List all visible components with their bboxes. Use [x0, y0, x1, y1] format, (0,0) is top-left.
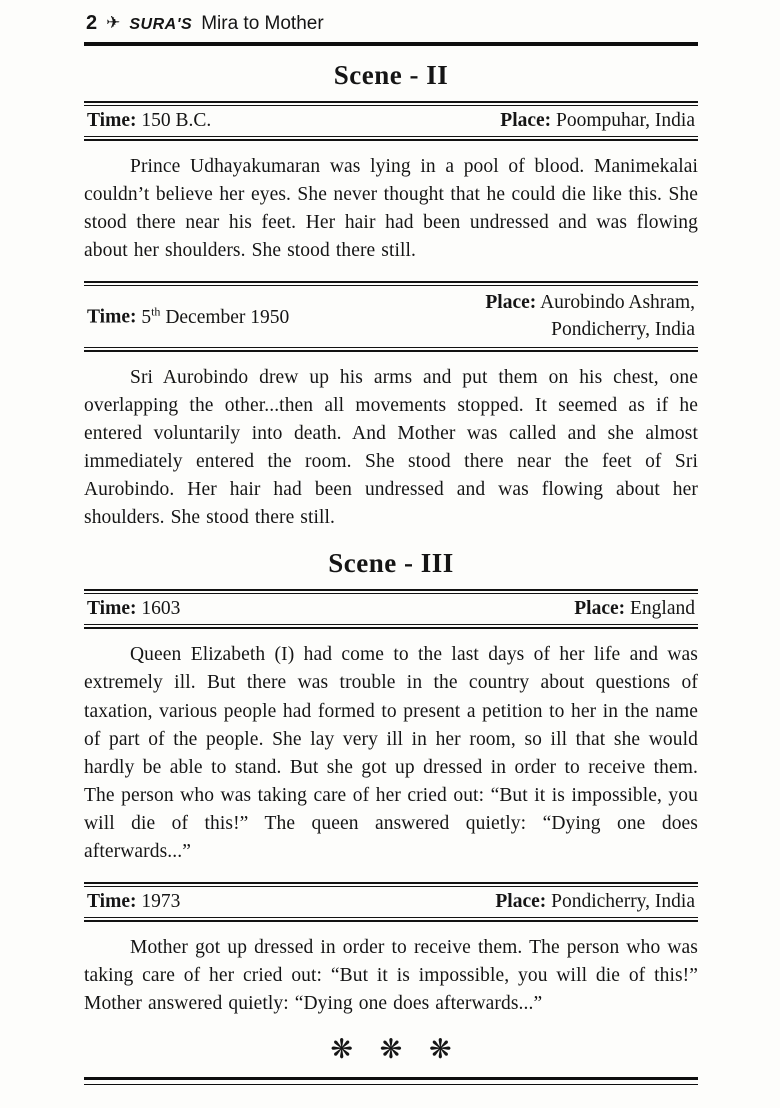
place-label: Place:: [485, 292, 537, 314]
scene-2-heading: Scene - II: [333, 60, 449, 90]
page-number: 2: [86, 12, 98, 34]
scene-2-paragraph-2: Sri Aurobindo drew up his arms and put them on his chest, one overlapping the other...then all movements stopped. It seemed as if he entered voluntarily into death. And Mother was called and she almost immediately entered the room. She stood there near the feet of Sri Aurobindo. Her hair had been undressed and was flowing about her shoulders. She stood there still.: [84, 366, 698, 529]
time-place-row: [84, 105, 698, 137]
time-place-row: [84, 886, 698, 918]
place-label: Place:: [495, 891, 547, 913]
place-value: Pondicherry, India: [551, 891, 695, 913]
book-title: Mira to Mother: [201, 13, 324, 34]
place-cell: [485, 290, 695, 343]
bottom-rule: [84, 1077, 698, 1085]
time-value: 1603: [141, 598, 181, 620]
scene-2-time-place-bar-2: [84, 281, 698, 352]
scene-3-paragraph-2: Mother got up dressed in order to receive them. The person who was taking care of her cried out: “But it is impossible, you will die of this!” Mother answered quietly: “Dying one does afterwards...”: [84, 937, 698, 1015]
publisher-logo: SURA'S: [129, 16, 193, 33]
time-cell: [87, 891, 180, 913]
time-cell: [87, 304, 289, 329]
time-label: Time:: [87, 598, 137, 620]
section-end-ornament: ❋ ❋ ❋: [330, 1034, 462, 1065]
time-value: 1973: [141, 891, 181, 913]
place-value-line1: Aurobindo Ashram,: [540, 292, 695, 314]
place-cell: [500, 110, 695, 132]
time-place-row: [84, 593, 698, 625]
time-label: Time:: [87, 306, 137, 328]
time-value: 150 B.C.: [141, 110, 212, 131]
scene-2-paragraph-1: Prince Udhayakumaran was lying in a pool of blood. Manimekalai couldn’t believe her eyes. She never thought that he could die like this. She stood there near his feet. Her hair had been undressed and was flowing about her shoulders. She stood there still.: [84, 156, 698, 262]
place-value: Poompuhar, India: [556, 110, 695, 131]
scene-3-time-place-bar-2: [84, 882, 698, 922]
page-header: [84, 10, 698, 46]
scene-3-paragraph-1: Queen Elizabeth (I) had come to the last days of her life and was extremely ill. But there was trouble in the country about questions of taxation, various people had formed to present a petition to her in the name of part of the people. She lay very ill in her room, so ill that she would hardly be able to stand. But she got up dressed in order to receive them. The person who was taking care of her cried out: “But it is impossible, you will die of this!” The queen answered quietly: “Dying one does afterwards...”: [84, 644, 698, 862]
time-label: Time:: [87, 891, 137, 913]
time-label: Time:: [87, 110, 137, 131]
plane-icon: ✈: [106, 13, 121, 32]
place-cell: [574, 598, 695, 620]
time-cell: [87, 598, 180, 620]
ordinal-superscript: th: [151, 304, 161, 319]
place-cell: [495, 891, 695, 913]
scene-3-heading: Scene - III: [328, 548, 454, 579]
time-value: 5th December 1950: [141, 304, 290, 328]
time-place-row: [84, 285, 698, 348]
place-label: Place:: [574, 598, 626, 620]
place-value-line2: Pondicherry, India: [551, 318, 695, 340]
scene-2-time-place-bar-1: [84, 101, 698, 141]
place-value: England: [630, 598, 695, 620]
time-cell: [87, 110, 211, 132]
place-label: Place:: [500, 110, 552, 131]
scene-3-time-place-bar-1: [84, 589, 698, 629]
